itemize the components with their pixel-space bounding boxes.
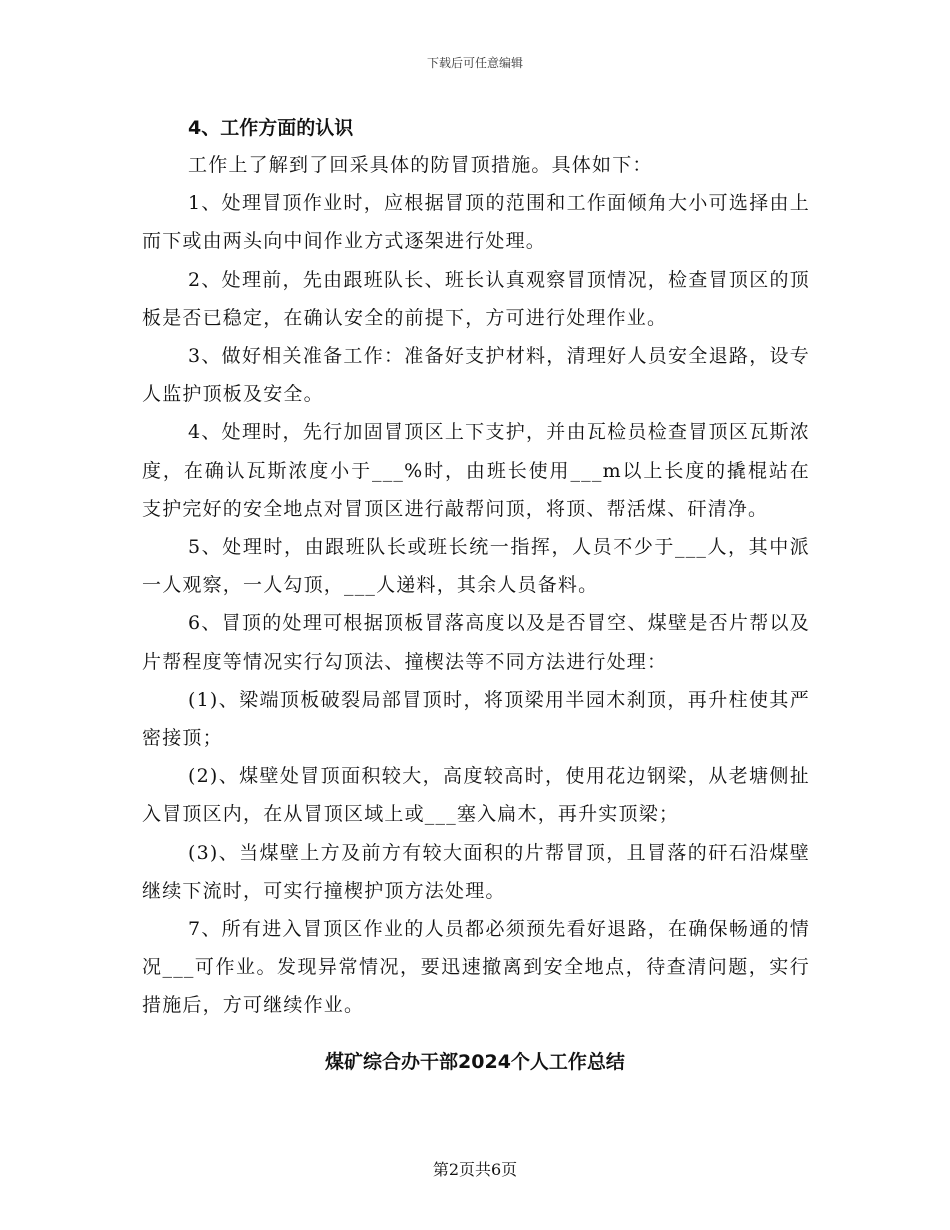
next-document-title: 煤矿综合办干部2024个人工作总结: [325, 1051, 625, 1073]
paragraph-subitem-2: (2)、煤壁处冒顶面积较大，高度较高时，使用花边钢梁，从老塘侧扯入冒顶区内，在从冒顶区域上或___塞入扁木，再升实顶梁；: [142, 765, 810, 826]
paragraph-item-7: 7、所有进入冒顶区作业的人员都必须预先看好退路，在确保畅通的情况___可作业。发现异常情况，要迅速撤离到安全地点，待查清问题，实行措施后，方可继续作业。: [142, 918, 810, 1017]
paragraph-item-4: 4、处理时，先行加固冒顶区上下支护，并由瓦检员检查冒顶区瓦斯浓度，在确认瓦斯浓度小于___%时，由班长使用___m以上长度的撬棍站在支护完好的安全地点对冒顶区进行敲帮问顶，将顶、帮活煤、矸清净。: [142, 421, 810, 520]
document-body: [142, 110, 810, 1025]
paragraph-item-3: 3、做好相关准备工作：准备好支护材料，清理好人员安全退路，设专人监护顶板及安全。: [142, 345, 810, 406]
paragraph-item-6: 6、冒顶的处理可根据顶板冒落高度以及是否冒空、煤壁是否片帮以及片帮程度等情况实行勾顶法、撞楔法等不同方法进行处理：: [142, 612, 810, 673]
paragraph-subitem-1: (1)、梁端顶板破裂局部冒顶时，将顶梁用半园木刹顶，再升柱使其严密接顶；: [142, 688, 810, 750]
paragraph-item-2: 2、处理前，先由跟班队长、班长认真观察冒顶情况，检查冒顶区的顶板是否已稳定，在确认安全的前提下，方可进行处理作业。: [142, 268, 810, 329]
section-heading: 4、工作方面的认识: [188, 117, 354, 139]
page-header: 下载后可任意编辑: [426, 56, 523, 70]
paragraph-intro: 工作上了解到了回采具体的防冒顶措施。具体如下：: [188, 154, 653, 176]
paragraph-subitem-3: (3)、当煤壁上方及前方有较大面积的片帮冒顶，且冒落的矸石沿煤壁继续下流时，可实行撞楔护顶方法处理。: [142, 841, 810, 902]
paragraph-item-1: 1、处理冒顶作业时，应根据冒顶的范围和工作面倾角大小可选择由上而下或由两头向中间作业方式逐架进行处理。: [142, 192, 810, 253]
paragraph-item-5: 5、处理时，由跟班队长或班长统一指挥，人员不少于___人，其中派一人观察，一人勾顶，___人递料，其余人员备料。: [142, 536, 810, 597]
page-footer: 第2页共6页: [432, 1160, 518, 1179]
